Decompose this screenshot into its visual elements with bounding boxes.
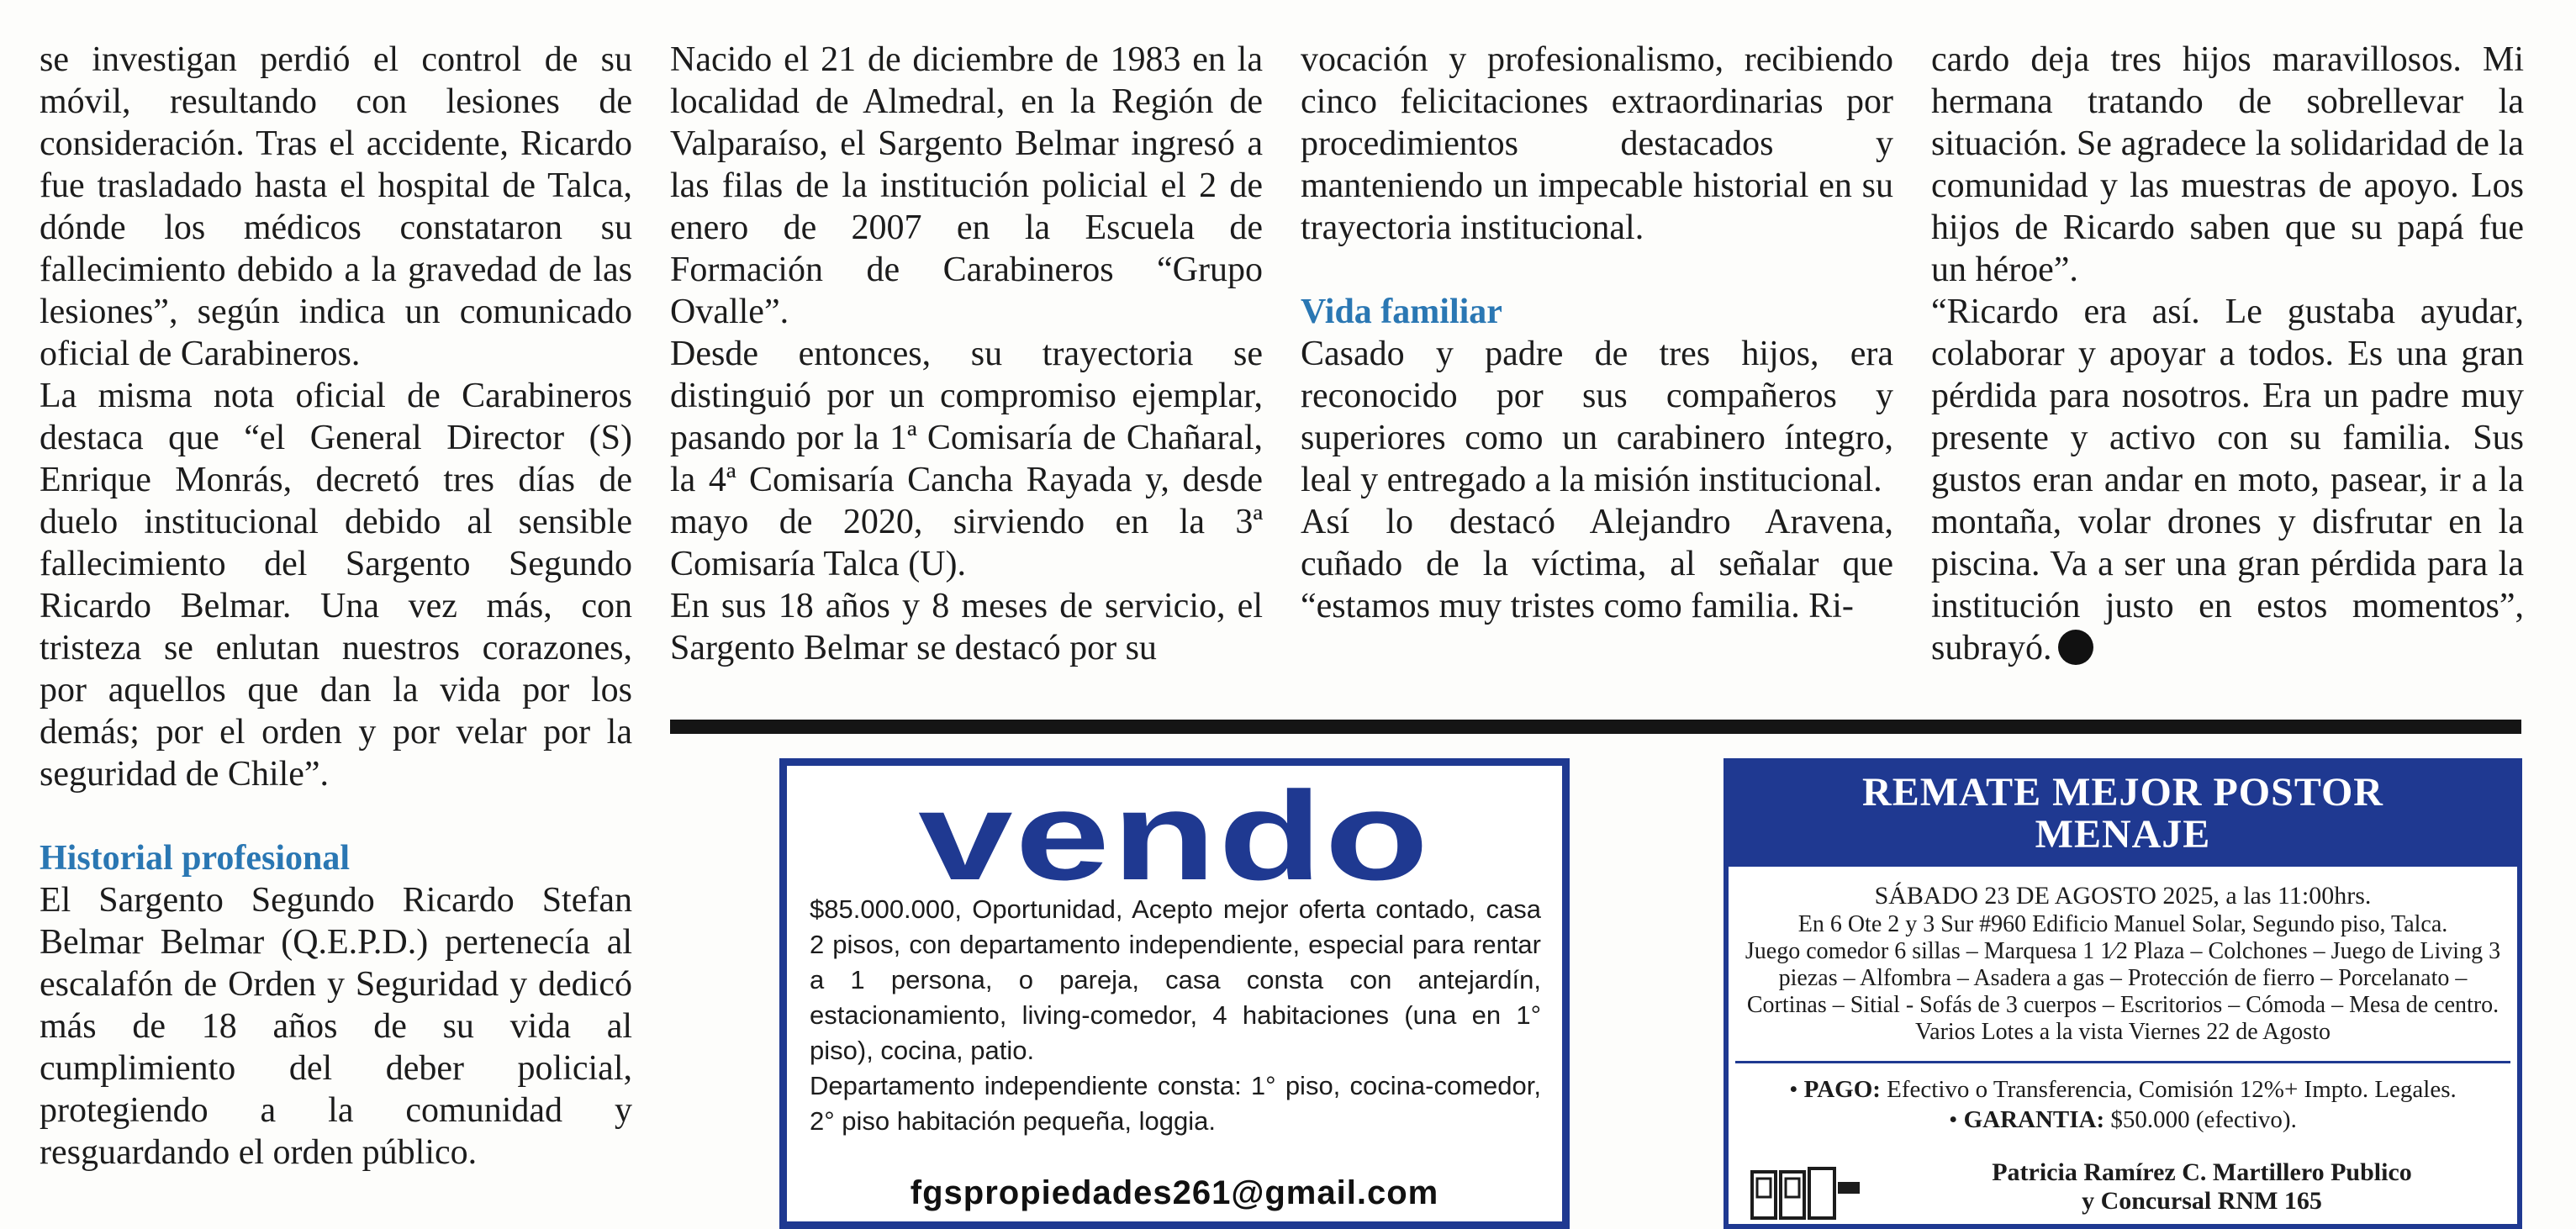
article-column-3	[1301, 39, 1893, 627]
section-heading-vida-familiar: Vida familiar	[1301, 293, 1502, 331]
section-divider-rule	[670, 720, 2521, 734]
auctioneer-logo-icon	[1750, 1165, 1864, 1224]
auction-address: En 6 Ote 2 y 3 Sur #960 Edificio Manuel Solar, Segundo piso, Talca.	[1797, 911, 2448, 937]
article-paragraph: Así lo destacó Alejandro Aravena, cuñado de la víctima, al señalar que “estamos muy tristes como familia. Ri-	[1301, 503, 1893, 625]
article-paragraph: Desde entonces, su trayectoria se distinguió por un compromiso ejemplar, pasando por la 1ª Comisaría de Chañaral, la 4ª Comisaría Cancha Rayada y, desde mayo de 2020, sirviendo en la 3ª Comisaría Talca (U).	[670, 335, 1263, 583]
garantia-text: $50.000 (efectivo).	[2110, 1106, 2297, 1133]
section-heading-historial: Historial profesional	[40, 839, 351, 878]
article-paragraph	[1931, 291, 2524, 669]
pago-label: PAGO:	[1803, 1076, 1881, 1103]
article-paragraph: Casado y padre de tres hijos, era reconocido por sus compañeros y superiores como un carabinero íntegro, leal y entregado a la misión institucional.	[1301, 335, 1893, 499]
ad-description: Departamento independiente consta: 1° piso, cocina-comedor, 2° piso habitación pequeña, loggia.	[810, 1071, 1541, 1136]
ad-divider	[1735, 1061, 2510, 1063]
article-column-4	[1931, 39, 2524, 669]
ad-title-line: MENAJE	[2035, 812, 2211, 857]
ad-title: vendo	[918, 765, 1431, 906]
article-paragraph: cardo deja tres hijos maravillosos. Mi hermana tratando de sobrellevar la situación. Se agradece la solidaridad de la comunidad y las muestras de apoyo. Los hijos de Ricardo saben que su papá fue un héroe”.	[1931, 40, 2524, 289]
auctioneer-line: Patricia Ramírez C. Martillero Publico	[1992, 1158, 2412, 1186]
article-paragraph-text: “Ricardo era así. Le gustaba ayudar, colaborar y apoyar a todos. Es una gran pérdida para nosotros. Era un padre muy presente y activo con su familia. Sus gustos eran andar en moto, pasear, ir a la montaña, volar drones y disfrutar en la piscina. Va a ser una gran pérdida para la institución justo en estos momentos”, subrayó.	[1931, 293, 2524, 667]
article-column-2	[670, 39, 1263, 669]
ad-header	[1729, 763, 2517, 867]
auction-details	[1739, 881, 2507, 1046]
auction-items: Juego comedor 6 sillas – Marquesa 1 1⁄2 Plaza – Colchones – Juego de Living 3 piezas – Alfombra – Asadera a gas – Protección de fierro – Porcelanato – Cortinas – Sitial - Sofás de 3 cuerpos – Escritorios – Cómoda – Mesa de centro. Varios Lotes a la vista Viernes 22 de Agosto	[1745, 938, 2501, 1045]
end-of-article-bullet-icon	[2058, 630, 2093, 665]
ad-description: $85.000.000, Oportunidad, Acepto mejor oferta contado, casa 2 pisos, con departamento independiente, especial para rentar a 1 persona, o pareja, casa consta con antejardín, estacionamiento, living-comedor, 4 habitaciones (una en 1° piso), cocina, patio.	[810, 894, 1541, 1065]
remate-auction-ad	[1723, 758, 2522, 1229]
auctioneer-line: y Concursal RNM 165	[2082, 1187, 2322, 1215]
article-paragraph: vocación y profesionalismo, recibiendo cinco felicitaciones extraordinarias por procedimientos destacados y manteniendo un impecable historial en su trayectoria institucional.	[1301, 40, 1893, 247]
ad-contact-email: fgspropiedades261@gmail.com	[910, 1174, 1439, 1211]
article-paragraph: Nacido el 21 de diciembre de 1983 en la localidad de Almedral, en la Región de Valparaíso, el Sargento Belmar ingresó a las filas de la institución policial el 2 de enero de 2007 en la Escuela de Formación de Carabineros “Grupo Ovalle”.	[670, 40, 1263, 331]
article-column-1	[40, 39, 632, 1174]
payment-terms	[1739, 1074, 2507, 1135]
vendo-classified-ad	[779, 758, 1570, 1229]
auctioneer-name	[1897, 1158, 2507, 1216]
guarantee-line: • GARANTIA: $50.000 (efectivo).	[1949, 1106, 2297, 1133]
payment-line: • PAGO: Efectivo o Transferencia, Comisión 12%+ Impto. Legales.	[1789, 1076, 2457, 1103]
auction-date: SÁBADO 23 DE AGOSTO 2025, a las 11:00hrs.	[1874, 882, 2372, 910]
ad-title-line: REMATE MEJOR POSTOR	[1862, 770, 2383, 815]
pago-text: Efectivo o Transferencia, Comisión 12%+ Impto. Legales.	[1887, 1076, 2457, 1103]
article-paragraph: se investigan perdió el control de su móvil, resultando con lesiones de consideración. Tras el accidente, Ricardo fue trasladado hasta el hospital de Talca, dónde los médicos constataron su fallecimiento debido a la gravedad de las lesiones”, según indica un comunicado oficial de Carabineros.	[40, 40, 632, 373]
garantia-label: GARANTIA:	[1963, 1106, 2105, 1133]
ad-body	[810, 892, 1541, 1139]
article-paragraph: En sus 18 años y 8 meses de servicio, el Sargento Belmar se destacó por su	[670, 587, 1263, 667]
article-paragraph: La misma nota oficial de Carabineros destaca que “el General Director (S) Enrique Monrás, decretó tres días de duelo institucional debido al sensible fallecimiento del Sargento Segundo Ricardo Belmar. Una vez más, con tristeza se enlutan nuestros corazones, por aquellos que dan la vida por los demás; por el orden y por velar por la seguridad de Chile”.	[40, 377, 632, 794]
article-paragraph: El Sargento Segundo Ricardo Stefan Belmar Belmar (Q.E.P.D.) pertenecía al escalafón de Orden y Seguridad y dedicó más de 18 años de su vida al cumplimiento del deber policial, protegiendo a la comunidad y resguardando el orden público.	[40, 881, 632, 1172]
